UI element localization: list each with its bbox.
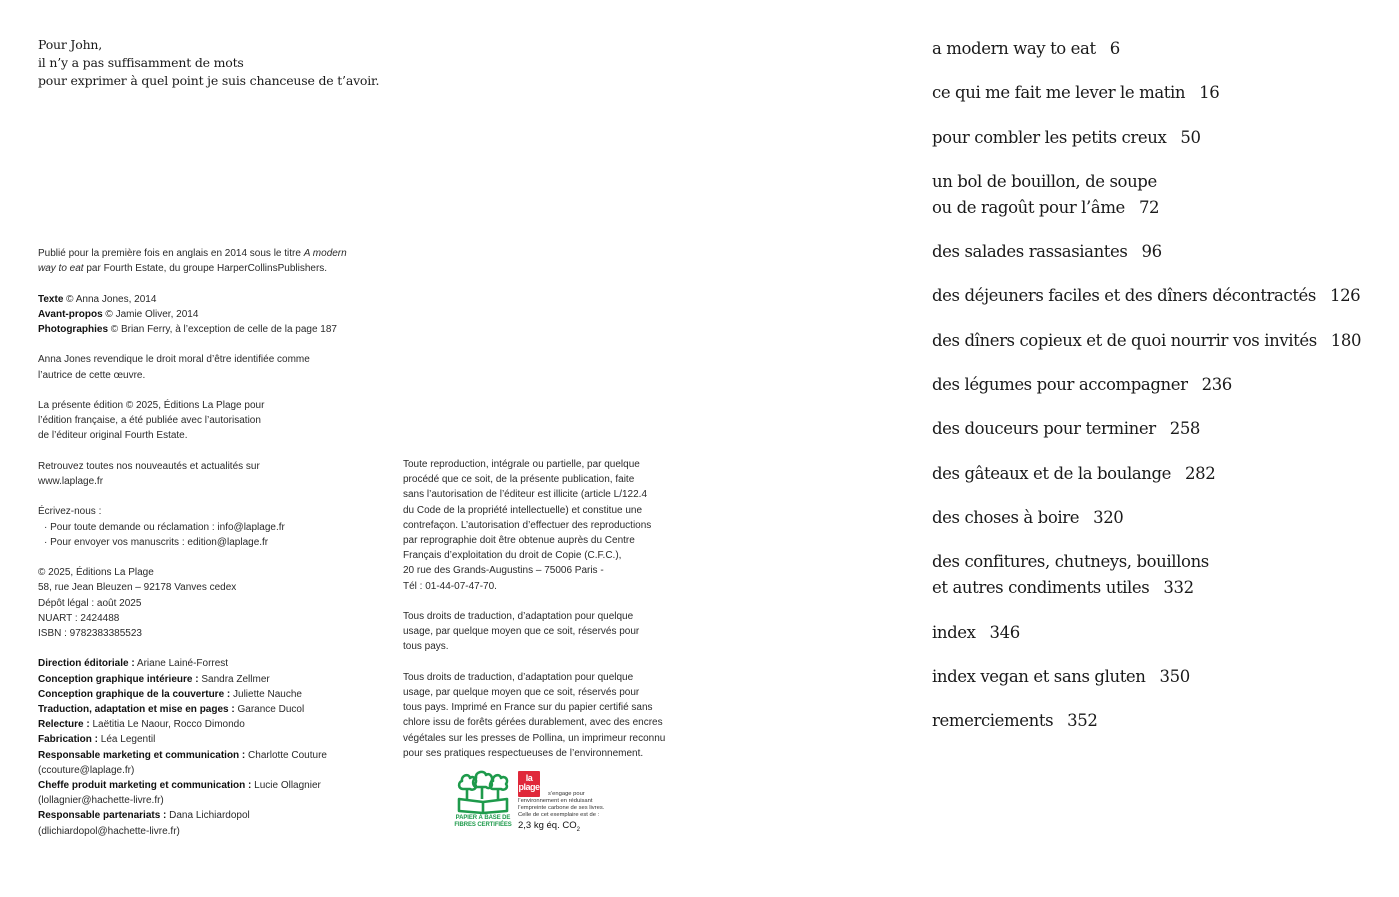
dedication-line: Pour John, xyxy=(38,37,103,52)
toc-entry-title-line xyxy=(932,575,1372,601)
toc-page-number: 96 xyxy=(1141,242,1162,262)
team-member: Dana Lichiardopol xyxy=(166,810,250,822)
text-line: procédé que ce soit, de la présente publication, faite xyxy=(403,474,635,486)
toc-title: index xyxy=(932,622,976,642)
logo-word: la xyxy=(525,773,533,783)
toc-entry[interactable] xyxy=(932,664,1372,690)
contact-section xyxy=(38,504,358,550)
toc-page-number: 332 xyxy=(1163,578,1194,598)
edition-note xyxy=(38,398,358,444)
toc-page-number: 50 xyxy=(1180,127,1201,147)
team-member: Ariane Lainé-Forrest xyxy=(134,658,229,670)
toc-title: ce qui me fait me lever le matin xyxy=(932,83,1186,103)
toc-title: a modern way to eat xyxy=(932,39,1096,58)
toc-page-number: 258 xyxy=(1169,419,1201,439)
text-line: La présente édition © 2025, Éditions La Plage pour xyxy=(38,399,265,411)
paper-caption-line: FIBRES CERTIFIÉES xyxy=(454,822,512,828)
toc-entry[interactable] xyxy=(932,416,1372,442)
toc-entry-title-line xyxy=(932,195,1372,221)
toc-entry[interactable] xyxy=(932,125,1372,151)
text-line: tous pays. Imprimé en France sur du papier certifié sans xyxy=(403,702,653,714)
toc-page-number: 282 xyxy=(1185,463,1216,483)
toc-page-number: 126 xyxy=(1329,286,1361,306)
paper-caption-line: PAPIER À BASE DE xyxy=(455,815,511,821)
text-line: de l’éditeur original Fourth Estate. xyxy=(38,430,188,442)
text-line: tous pays. xyxy=(403,641,449,653)
text-line: chlore issu de forêts gérées durablement, avec des encres xyxy=(403,717,663,729)
toc-entry[interactable] xyxy=(932,328,1372,354)
text-line: sans l’autorisation de l’éditeur est illicite (article L/122.4 xyxy=(403,489,648,501)
translation-notice xyxy=(403,609,663,655)
toc-entry[interactable] xyxy=(932,549,1372,601)
toc-entry-title-line xyxy=(932,416,1372,442)
publication-text: Publié pour la première fois en anglais en 2014 sous le titre xyxy=(38,248,304,259)
toc-entry-title-line xyxy=(932,328,1372,354)
team-role: Direction éditoriale : xyxy=(38,658,135,670)
text-line: du Code de la propriété intellectuelle) et constitue une xyxy=(403,504,643,516)
text-line: l’empreinte carbone de ses livres. xyxy=(518,805,605,811)
toc-page-number: 346 xyxy=(989,622,1020,642)
toc-entry-title-line xyxy=(932,461,1372,487)
toc-page-number: 180 xyxy=(1330,330,1362,350)
publisher-info xyxy=(38,565,358,641)
credit-value: © Jamie Oliver, 2014 xyxy=(102,308,199,320)
text-line: © 2025, Éditions La Plage xyxy=(38,567,154,579)
team-credits xyxy=(38,656,358,838)
website-link: www.laplage.fr xyxy=(38,475,104,487)
text-line: contrefaçon. L’autorisation d’effectuer des reproductions xyxy=(403,519,652,531)
team-role: Conception graphique intérieure : xyxy=(38,673,199,685)
trees-book-icon xyxy=(455,769,511,815)
toc-entry[interactable] xyxy=(932,708,1372,734)
team-role: Responsable marketing et communication : xyxy=(38,749,246,761)
toc-title: des légumes pour accompagner xyxy=(932,375,1188,395)
text-line: Tous droits de traduction, d’adaptation pour quelque xyxy=(403,671,634,683)
toc-page-number: 350 xyxy=(1159,666,1190,686)
team-role: Cheffe produit marketing et communication : xyxy=(38,780,252,791)
text-line: végétales sur les presses de Pollina, un imprimeur reconnu xyxy=(403,732,666,744)
toc-page-number: 72 xyxy=(1138,197,1160,217)
team-email: (dlichiardopol@hachette-livre.fr) xyxy=(38,825,180,837)
text-line: usage, par quelque moyen que ce soit, réservés pour xyxy=(403,626,640,638)
toc-entry-title-line xyxy=(932,549,1372,575)
copyright-credits xyxy=(38,292,358,338)
toc-entry[interactable] xyxy=(932,461,1372,487)
toc-title: des choses à boire xyxy=(932,507,1080,527)
original-title: way to eat xyxy=(38,263,84,275)
toc-entry-title-line xyxy=(932,125,1372,151)
text-line: Tél : 01-44-07-47-70. xyxy=(403,580,497,592)
certification-logos xyxy=(452,769,622,835)
website-note xyxy=(38,459,358,489)
toc-page-number: 352 xyxy=(1067,711,1098,731)
team-role: Relecture : xyxy=(38,719,90,731)
toc-entry[interactable] xyxy=(932,80,1372,106)
toc-title: des dîners copieux et de quoi nourrir vos invités xyxy=(932,330,1317,350)
toc-entry[interactable] xyxy=(932,169,1372,221)
text-line: usage, par quelque moyen que ce soit, réservés pour xyxy=(403,687,640,699)
toc-title: pour combler les petits creux xyxy=(932,127,1167,147)
team-member: Juliette Nauche xyxy=(230,688,302,700)
text-line: Retrouvez toutes nos nouveautés et actualités sur xyxy=(38,460,260,472)
publisher-address: 58, rue Jean Bleuzen – 92178 Vanves cedex xyxy=(38,582,237,594)
dedication-line: pour exprimer à quel point je suis chanceuse de t’avoir. xyxy=(38,73,380,88)
toc-title: ou de ragoût pour l’âme xyxy=(932,197,1125,217)
toc-entry-title-line xyxy=(932,239,1372,265)
text-line: l’environnement en réduisant xyxy=(518,798,593,804)
contact-item: · Pour envoyer vos manuscrits : edition@laplage.fr xyxy=(44,536,269,548)
contact-item: · Pour toute demande ou réclamation : info@laplage.fr xyxy=(44,521,285,533)
toc-title: un bol de bouillon, de soupe xyxy=(932,171,1157,191)
carbon-subscript: 2 xyxy=(576,826,580,833)
toc-title: remerciements xyxy=(932,711,1054,731)
text-line: Toute reproduction, intégrale ou partielle, par quelque xyxy=(403,459,640,470)
team-member: Lucie Ollagnier xyxy=(251,780,321,791)
toc-entry-title-line xyxy=(932,708,1372,734)
toc-title: index vegan et sans gluten xyxy=(932,666,1146,686)
dedication-line: il n’y a pas suffisamment de mots xyxy=(38,55,244,70)
reproduction-notice xyxy=(403,457,663,594)
credit-label: Avant-propos xyxy=(38,308,103,320)
team-role: Traduction, adaptation et mise en pages : xyxy=(38,703,235,715)
credit-label: Photographies xyxy=(38,324,109,335)
team-role: Fabrication : xyxy=(38,734,99,746)
credit-value: © Anna Jones, 2014 xyxy=(63,293,157,305)
contact-heading: Écrivez-nous : xyxy=(38,506,102,518)
credit-value: © Brian Ferry, à l’exception de celle de la page 187 xyxy=(108,324,337,335)
team-member: Laëtitia Le Naour, Rocco Dimondo xyxy=(89,719,245,731)
carbon-value: 2,3 kg éq. CO xyxy=(518,820,577,831)
text-line: 20 rue des Grands-Augustins – 75006 Paris - xyxy=(403,565,604,577)
toc-entry[interactable] xyxy=(932,505,1372,531)
toc-entry[interactable] xyxy=(932,36,1372,62)
toc-entry-title-line xyxy=(932,283,1372,309)
original-title: A modern xyxy=(303,248,347,259)
team-email: (lollagnier@hachette-livre.fr) xyxy=(38,795,164,807)
text-line: Français d’exploitation du droit de Copie (C.F.C.), xyxy=(403,550,622,562)
toc-title: des salades rassasiantes xyxy=(932,242,1128,262)
team-role: Conception graphique de la couverture : xyxy=(38,688,231,700)
toc-page-number: 6 xyxy=(1109,39,1120,58)
toc-entry-title-line xyxy=(932,169,1372,195)
carbon-amount xyxy=(518,820,618,836)
toc-title: des confitures, chutneys, bouillons xyxy=(932,552,1209,572)
team-role: Responsable partenariats : xyxy=(38,810,167,822)
toc-page-number: 320 xyxy=(1093,507,1124,527)
toc-page-number: 16 xyxy=(1199,83,1220,103)
team-member: Sandra Zellmer xyxy=(198,673,270,685)
printing-notice xyxy=(403,670,666,761)
toc-entry-title-line xyxy=(932,80,1372,106)
toc-title: des déjeuners faciles et des dîners décontractés xyxy=(932,286,1316,306)
toc-entry-title-line xyxy=(932,664,1372,690)
team-member: Garance Ducol xyxy=(234,703,305,715)
toc-entry[interactable] xyxy=(932,283,1372,309)
toc-page-number: 236 xyxy=(1201,375,1232,395)
toc-entry-title-line xyxy=(932,372,1372,398)
legal-deposit: Dépôt légal : août 2025 xyxy=(38,597,142,609)
credit-label: Texte xyxy=(38,293,64,305)
publication-text: par Fourth Estate, du groupe HarperCollinsPublishers. xyxy=(83,263,328,275)
logo-word: plage xyxy=(518,782,540,792)
text-line: l’édition française, a été publiée avec l’autorisation xyxy=(38,415,261,427)
toc-entry[interactable] xyxy=(932,239,1372,265)
toc-entry-title-line xyxy=(932,620,1372,646)
table-of-contents xyxy=(932,36,1372,752)
text-line: par reprographie doit être obtenue auprès du Centre xyxy=(403,535,635,547)
toc-entry[interactable] xyxy=(932,372,1372,398)
toc-title: des douceurs pour terminer xyxy=(932,419,1156,439)
text-line: Tous droits de traduction, d’adaptation pour quelque xyxy=(403,611,634,623)
text-line: l’autrice de cette œuvre. xyxy=(38,369,146,381)
nuart: NUART : 2424488 xyxy=(38,612,120,624)
first-publication-note xyxy=(38,246,358,276)
text-line: Celle de cet exemplaire est de : xyxy=(518,812,600,818)
carbon-footprint-note xyxy=(518,791,618,836)
certified-paper-logo xyxy=(452,769,514,833)
team-member: Charlotte Couture xyxy=(245,749,327,761)
toc-title: et autres condiments utiles xyxy=(932,578,1150,598)
toc-title: des gâteaux et de la boulange xyxy=(932,463,1172,483)
moral-right-note xyxy=(38,352,358,382)
rights-notice xyxy=(403,457,666,776)
toc-entry-title-line xyxy=(932,505,1372,531)
isbn: ISBN : 9782383385523 xyxy=(38,627,142,639)
team-email: (ccouture@laplage.fr) xyxy=(38,764,135,776)
text-line: Anna Jones revendique le droit moral d’être identifiée comme xyxy=(38,354,310,366)
dedication xyxy=(38,36,379,90)
toc-entry-title-line xyxy=(932,36,1372,62)
colophon xyxy=(38,246,358,854)
team-member: Léa Legentil xyxy=(98,734,156,746)
toc-entry[interactable] xyxy=(932,620,1372,646)
text-line: pour ses pratiques respectueuses de l’environnement. xyxy=(403,747,644,759)
text-line: s’engage pour xyxy=(548,791,585,797)
